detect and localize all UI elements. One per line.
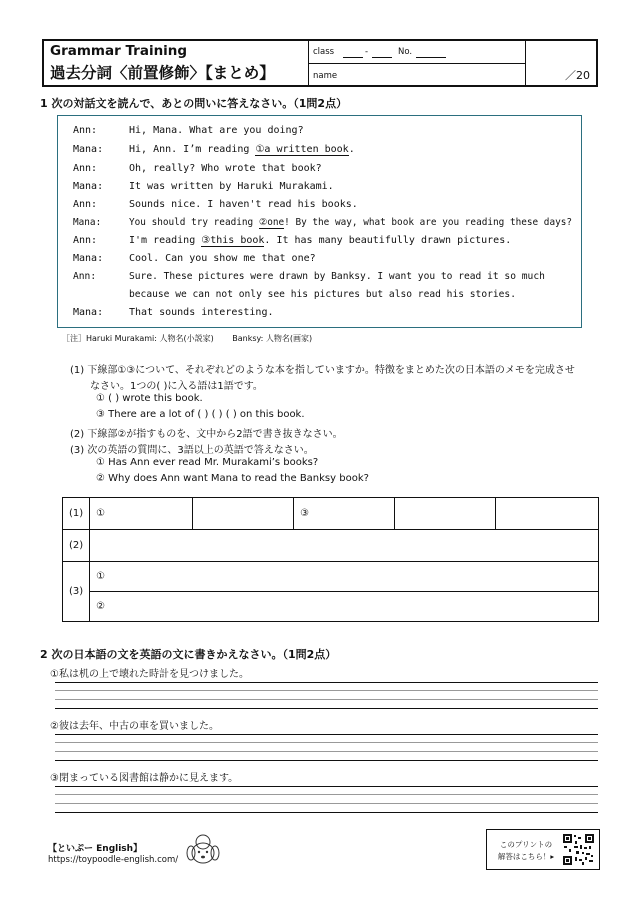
utterance: It was written by Haruki Murakami. bbox=[129, 181, 334, 192]
answer-cell-1-4[interactable] bbox=[395, 498, 496, 530]
number-label: No. bbox=[398, 47, 413, 57]
speaker: Mana: bbox=[73, 217, 102, 228]
title-english: Grammar Training bbox=[50, 43, 188, 59]
vocab-note: ［注］Haruki Murakami: 人物名(小説家) Banksy: 人物名(画家) bbox=[62, 334, 313, 343]
class-blank-1[interactable] bbox=[343, 57, 363, 58]
qr-code-icon[interactable] bbox=[562, 833, 595, 866]
answer-cell-1-5[interactable] bbox=[496, 498, 599, 530]
utterance: Hi, Ann. I’m reading bbox=[129, 144, 256, 155]
utterance: That sounds interesting. bbox=[129, 307, 274, 318]
number-blank[interactable] bbox=[416, 57, 446, 58]
answer-cell-1-2[interactable] bbox=[193, 498, 294, 530]
answer-cell-2[interactable] bbox=[90, 530, 599, 562]
dialog-line bbox=[73, 253, 316, 264]
question-3-sub-1: ① Has Ann ever read Mr. Murakami’s books? bbox=[96, 457, 319, 468]
translation-item-3: ③閉まっている図書館は静かに見えます。 bbox=[50, 773, 239, 784]
speaker: Mana: bbox=[73, 181, 104, 192]
utterance: I'm reading bbox=[129, 235, 202, 246]
underline-3: ③this book bbox=[201, 235, 265, 246]
speaker: Mana: bbox=[73, 144, 104, 155]
translation-item-1: ①私は机の上で壊れた時計を見つけました。 bbox=[50, 669, 249, 680]
speaker: Ann: bbox=[73, 163, 98, 174]
answer-link-text-2: 解答はこちら！▸ bbox=[497, 852, 555, 861]
dialog-line bbox=[73, 289, 516, 300]
speaker: Ann: bbox=[73, 235, 98, 246]
score-total: ／20 bbox=[565, 69, 590, 82]
section1-title: 1 次の対話文を読んで、あとの問いに答えなさい。（1問2点） bbox=[40, 97, 348, 110]
underline-1: ①a written book bbox=[255, 144, 349, 155]
worksheet-header bbox=[42, 39, 598, 87]
brand-name: 【といぷー English】 bbox=[48, 844, 143, 854]
title-japanese: 過去分詞〈前置修飾〉【まとめ】 bbox=[50, 64, 275, 82]
underline-2: ②one bbox=[258, 217, 285, 228]
utterance-tail: . It has many beautifully drawn pictures. bbox=[264, 235, 512, 246]
answer-label-1: (1) bbox=[63, 498, 90, 530]
dialog-box bbox=[57, 115, 582, 328]
poodle-icon bbox=[183, 833, 223, 867]
utterance: Oh, really? Who wrote that book? bbox=[129, 163, 322, 174]
dialog-line bbox=[73, 125, 304, 136]
class-blank-2[interactable] bbox=[372, 57, 392, 58]
dialog-line bbox=[73, 163, 322, 174]
answer-cell-3b[interactable] bbox=[90, 592, 599, 622]
dialog-line bbox=[73, 271, 545, 282]
dialog-line bbox=[73, 235, 511, 246]
memo-line-1: ① ( ) wrote this book. bbox=[96, 393, 203, 404]
utterance-tail: . bbox=[348, 144, 355, 155]
utterance-tail: ! By the way, what book are you reading these days? bbox=[284, 217, 573, 228]
title-cell bbox=[44, 41, 309, 85]
speaker: Ann: bbox=[73, 199, 98, 210]
answer-label-2: (2) bbox=[63, 530, 90, 562]
answer-mark: ② bbox=[96, 601, 106, 612]
answer-cell-3a[interactable] bbox=[90, 562, 599, 592]
utterance: Cool. Can you show me that one? bbox=[129, 253, 316, 264]
question-1-text: (1) 下線部①③について、それぞれどのような本を指していますか。特徴をまとめた次の日本語のメモを完成させ bbox=[70, 365, 575, 376]
dialog-line bbox=[73, 217, 572, 228]
answer-link-box[interactable] bbox=[486, 829, 600, 870]
question-2-text: (2) 下線部②が指すものを、文中から2語で書き抜きなさい。 bbox=[70, 429, 343, 440]
speaker: Mana: bbox=[73, 307, 104, 318]
answer-table bbox=[62, 497, 599, 622]
dialog-line bbox=[73, 181, 334, 192]
question-1-text-cont: なさい。1つの( )に入る語は1語です。 bbox=[90, 381, 263, 392]
speaker: Mana: bbox=[73, 253, 104, 264]
translation-item-2: ②彼は去年、中古の車を買いました。 bbox=[50, 721, 219, 732]
speaker: Ann: bbox=[73, 271, 97, 282]
utterance: Hi, Mana. What are you doing? bbox=[129, 125, 304, 136]
answer-mark: ① bbox=[96, 571, 106, 582]
dialog-line bbox=[73, 307, 274, 318]
dialog-line bbox=[73, 144, 355, 155]
question-3-sub-2: ② Why does Ann want Mana to read the Banksy book? bbox=[96, 473, 369, 484]
name-label: name bbox=[313, 71, 338, 81]
class-label: class bbox=[313, 47, 335, 57]
utterance: Sounds nice. I haven't read his books. bbox=[129, 199, 358, 210]
answer-cell-1-3[interactable] bbox=[294, 498, 395, 530]
utterance: because we can not only see his pictures but also read his stories. bbox=[129, 289, 516, 300]
utterance: You should try reading bbox=[129, 217, 259, 228]
memo-line-3: ③ There are a lot of ( ) ( ) ( ) on this book. bbox=[96, 409, 305, 420]
speaker: Ann: bbox=[73, 125, 98, 136]
answer-mark: ③ bbox=[300, 508, 310, 519]
answer-cell-1-1[interactable] bbox=[90, 498, 193, 530]
answer-mark: ① bbox=[96, 508, 106, 519]
question-3-text: (3) 次の英語の質問に、3語以上の英語で答えなさい。 bbox=[70, 445, 314, 456]
utterance: Sure. These pictures were drawn by Banksy. I want you to read it so much bbox=[129, 271, 545, 282]
class-separator: - bbox=[365, 47, 369, 57]
student-info-cell bbox=[309, 41, 526, 85]
answer-label-3: (3) bbox=[63, 562, 90, 622]
brand-url[interactable]: https://toypoodle-english.com/ bbox=[48, 855, 179, 865]
answer-link-text-1: このプリントの bbox=[499, 840, 553, 849]
section2-title: 2 次の日本語の文を英語の文に書きかえなさい。（1問2点） bbox=[40, 648, 337, 661]
dialog-line bbox=[73, 199, 358, 210]
